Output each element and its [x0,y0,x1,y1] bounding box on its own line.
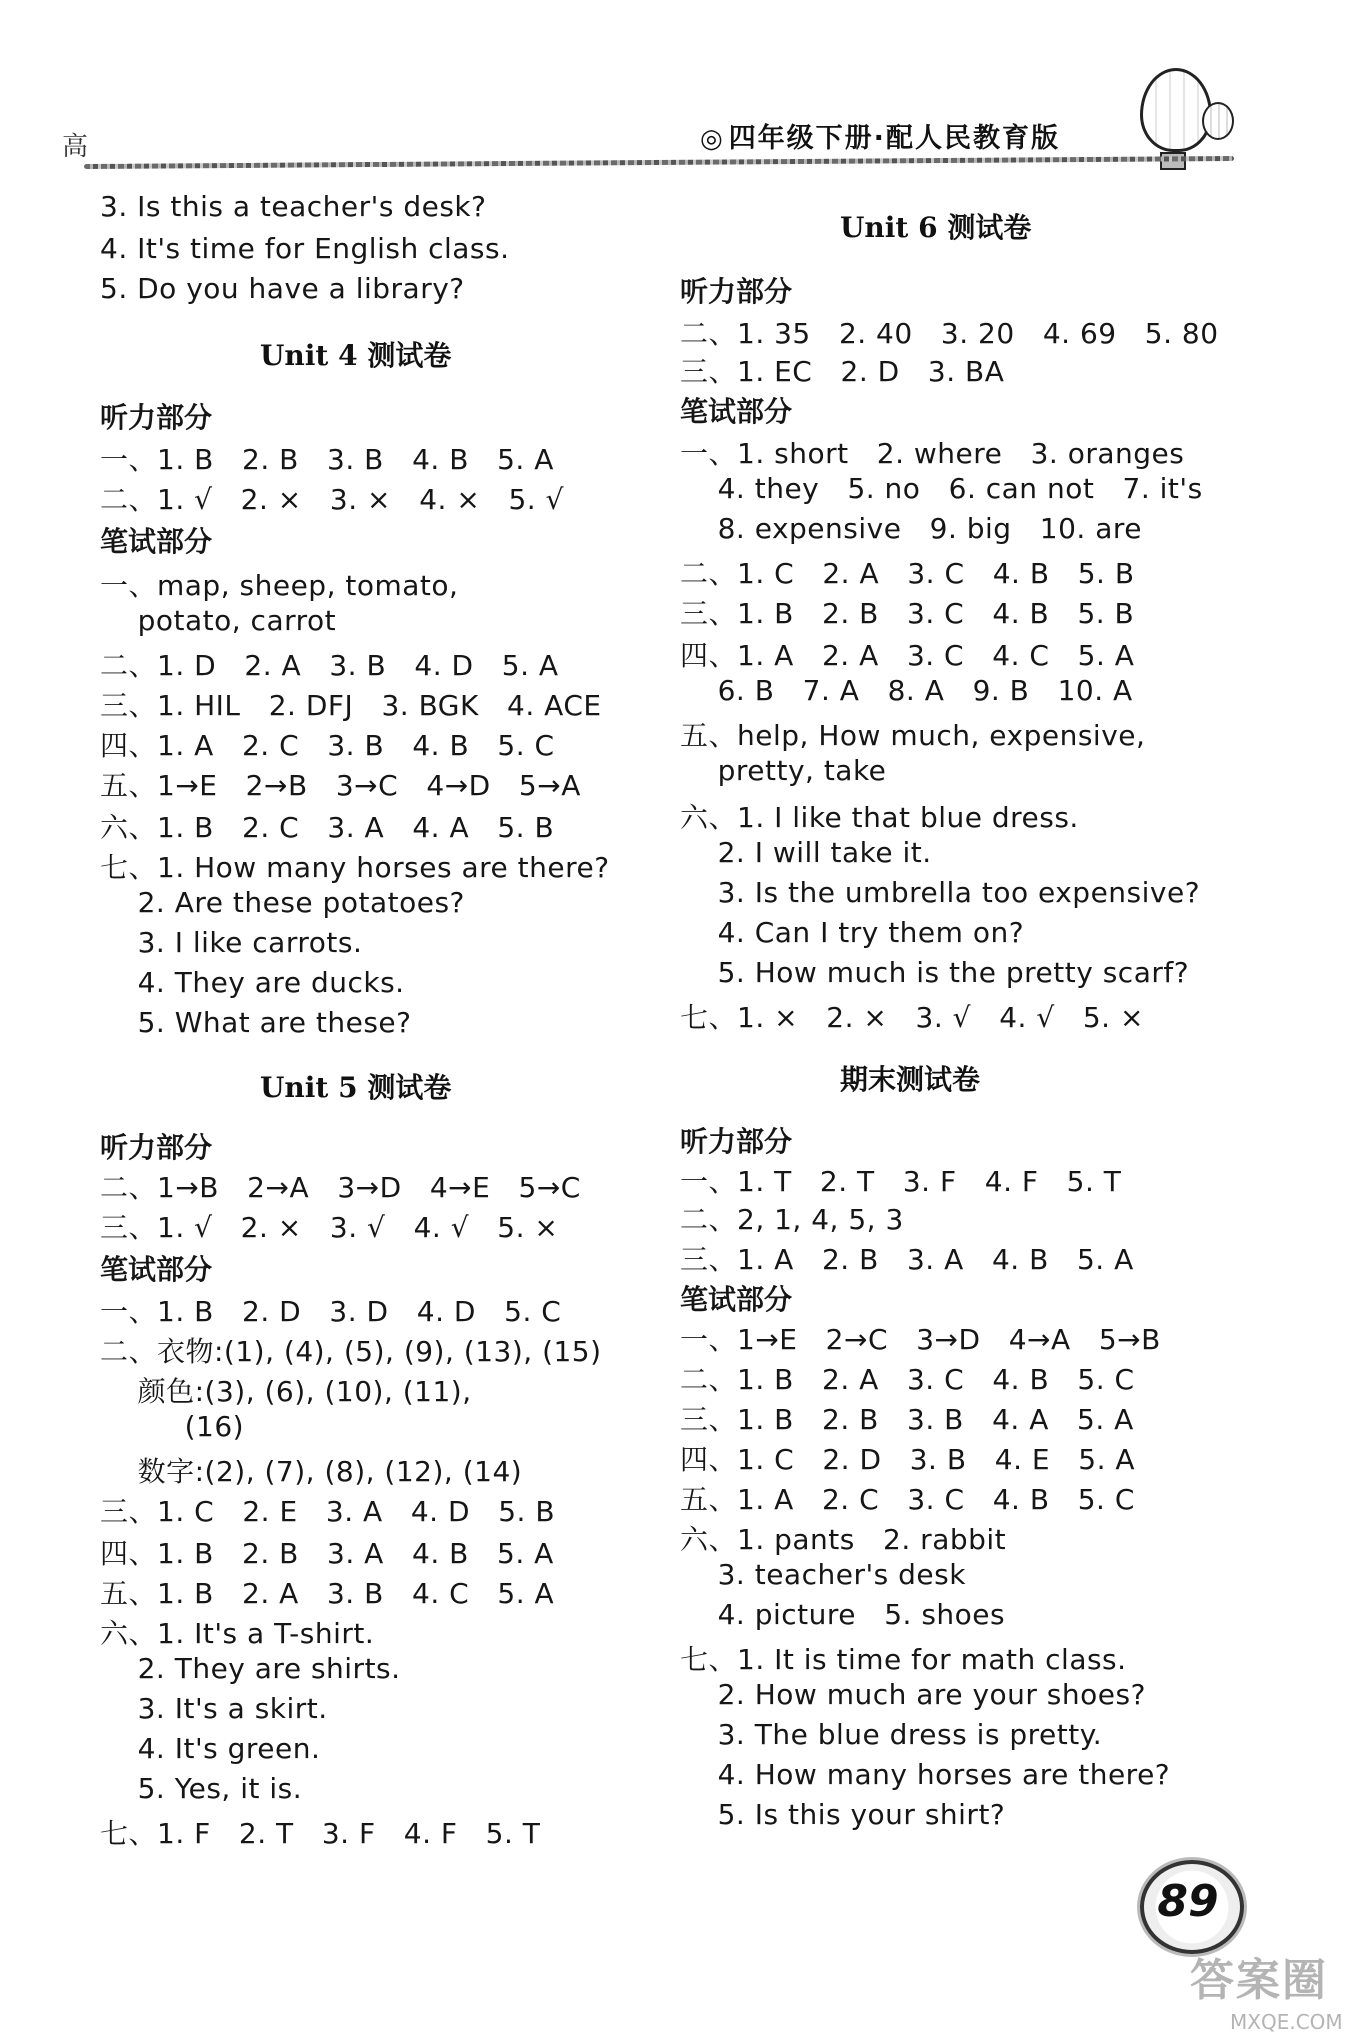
answer-line: 四、1. B 2. B 3. A 4. B 5. A [100,1537,554,1570]
part-label: 笔试部分 [100,525,213,558]
answer-line: 六、1. B 2. C 3. A 4. A 5. B [100,811,555,844]
part-label: 笔试部分 [100,1253,213,1286]
answer-line: 六、1. It's a T-shirt. [100,1617,375,1650]
answer-line: 4. picture 5. shoes [680,1598,1006,1631]
answer-line: 2. Are these potatoes? [100,886,465,919]
answer-line: 三、1. √ 2. × 3. √ 4. √ 5. × [100,1211,559,1244]
answer-line: 六、1. pants 2. rabbit [680,1523,1007,1556]
small-balloon-icon [1202,102,1234,140]
answer-line: 五、1. B 2. A 3. B 4. C 5. A [100,1577,555,1610]
answer-line: 4. How many horses are there? [680,1758,1171,1791]
book-title [700,116,1060,155]
bullet-icon: ◎ [700,124,725,154]
watermark [1190,1944,1360,2036]
answer-line: 3. Is the umbrella too expensive? [680,876,1201,909]
answer-line: (16) [100,1410,245,1443]
answer-line: 5. How much is the pretty scarf? [680,956,1190,989]
watermark-url: MXQE.COM [1230,2010,1343,2034]
corner-decoration: 高 [62,132,89,162]
answer-line: 五、help, How much, expensive, [680,719,1146,752]
answer-line: 5. Do you have a library? [100,272,465,305]
part-label: 听力部分 [100,1131,213,1164]
answer-line: 二、1. D 2. A 3. B 4. D 5. A [100,649,559,682]
answer-line: 4. they 5. no 6. can not 7. it's [680,472,1203,505]
answer-line: 3. I like carrots. [100,926,363,959]
answer-line: 数字:(2), (7), (8), (12), (14) [100,1455,523,1488]
answer-line: 一、1. short 2. where 3. oranges [680,437,1185,470]
part-label: 听力部分 [680,1125,793,1158]
answer-line: 一、1. T 2. T 3. F 4. F 5. T [680,1165,1122,1198]
answer-line: 二、1→B 2→A 3→D 4→E 5→C [100,1171,581,1204]
part-label: 笔试部分 [680,395,793,428]
answer-line: 二、2, 1, 4, 5, 3 [680,1203,904,1236]
header-divider [84,156,1234,169]
answer-line: 七、1. How many horses are there? [100,851,610,884]
section-heading: 期末测试卷 [840,1063,981,1096]
answer-line: 一、map, sheep, tomato, [100,569,459,602]
watermark-logo: 答案圈 [1190,1955,1328,2006]
answer-line: 二、1. C 2. A 3. C 4. B 5. B [680,557,1135,590]
answer-line: 一、1→E 2→C 3→D 4→A 5→B [680,1323,1161,1356]
answer-line: 4. Can I try them on? [680,916,1025,949]
answer-line: 3. teacher's desk [680,1558,966,1591]
hot-air-balloon-icon [1140,68,1212,152]
answer-line: 三、1. C 2. E 3. A 4. D 5. B [100,1495,556,1528]
answer-line: 二、衣物:(1), (4), (5), (9), (13), (15) [100,1335,602,1368]
answer-line: 3. It's a skirt. [100,1692,328,1725]
answer-line: 一、1. B 2. B 3. B 4. B 5. A [100,443,554,476]
answer-line: 二、1. B 2. A 3. C 4. B 5. C [680,1363,1135,1396]
answer-line: 七、1. It is time for math class. [680,1643,1127,1676]
answer-line: 5. What are these? [100,1006,412,1039]
section-heading: Unit 5 测试卷 [260,1071,452,1104]
book-title-text: 四年级下册·配人民教育版 [728,123,1060,154]
page-header [0,0,1364,190]
answer-line: 三、1. A 2. B 3. A 4. B 5. A [680,1243,1134,1276]
answer-line: 2. They are shirts. [100,1652,401,1685]
answer-line: 七、1. F 2. T 3. F 4. F 5. T [100,1817,541,1850]
answer-line: 三、1. B 2. B 3. C 4. B 5. B [680,597,1135,630]
answer-line: 二、1. √ 2. × 3. × 4. × 5. √ [100,483,564,516]
answer-line: 三、1. HIL 2. DFJ 3. BGK 4. ACE [100,689,602,722]
answer-line: 4. They are ducks. [100,966,405,999]
answer-line: pretty, take [680,754,887,787]
answer-line: 七、1. × 2. × 3. √ 4. √ 5. × [680,1001,1144,1034]
answer-line: 8. expensive 9. big 10. are [680,512,1142,545]
part-label: 听力部分 [100,401,213,434]
answer-line: 三、1. B 2. B 3. B 4. A 5. A [680,1403,1134,1436]
answer-line: 4. It's time for English class. [100,232,510,265]
answer-line: 6. B 7. A 8. A 9. B 10. A [680,674,1133,707]
section-heading: Unit 4 测试卷 [260,339,452,372]
answer-line: 4. It's green. [100,1732,321,1765]
answer-line: 二、1. 35 2. 40 3. 20 4. 69 5. 80 [680,317,1219,350]
answer-line: potato, carrot [100,604,337,637]
answer-line: 五、1. A 2. C 3. C 4. B 5. C [680,1483,1135,1516]
answer-line: 3. Is this a teacher's desk? [100,190,487,223]
answer-line: 3. The blue dress is pretty. [680,1718,1103,1751]
answer-line: 一、1. B 2. D 3. D 4. D 5. C [100,1295,562,1328]
answer-line: 四、1. C 2. D 3. B 4. E 5. A [680,1443,1136,1476]
part-label: 笔试部分 [680,1283,793,1316]
answer-line: 四、1. A 2. C 3. B 4. B 5. C [100,729,555,762]
answer-line: 2. How much are your shoes? [680,1678,1146,1711]
answer-line: 四、1. A 2. A 3. C 4. C 5. A [680,639,1135,672]
answer-line: 三、1. EC 2. D 3. BA [680,355,1005,388]
answer-line: 2. I will take it. [680,836,932,869]
answer-line: 5. Is this your shirt? [680,1798,1006,1831]
answer-line: 六、1. I like that blue dress. [680,801,1079,834]
answer-line: 5. Yes, it is. [100,1772,303,1805]
section-heading: Unit 6 测试卷 [840,211,1032,244]
answer-line: 颜色:(3), (6), (10), (11), [100,1375,472,1408]
answer-line: 五、1→E 2→B 3→C 4→D 5→A [100,769,581,802]
page-number: 89 [1157,1876,1219,1927]
part-label: 听力部分 [680,275,793,308]
